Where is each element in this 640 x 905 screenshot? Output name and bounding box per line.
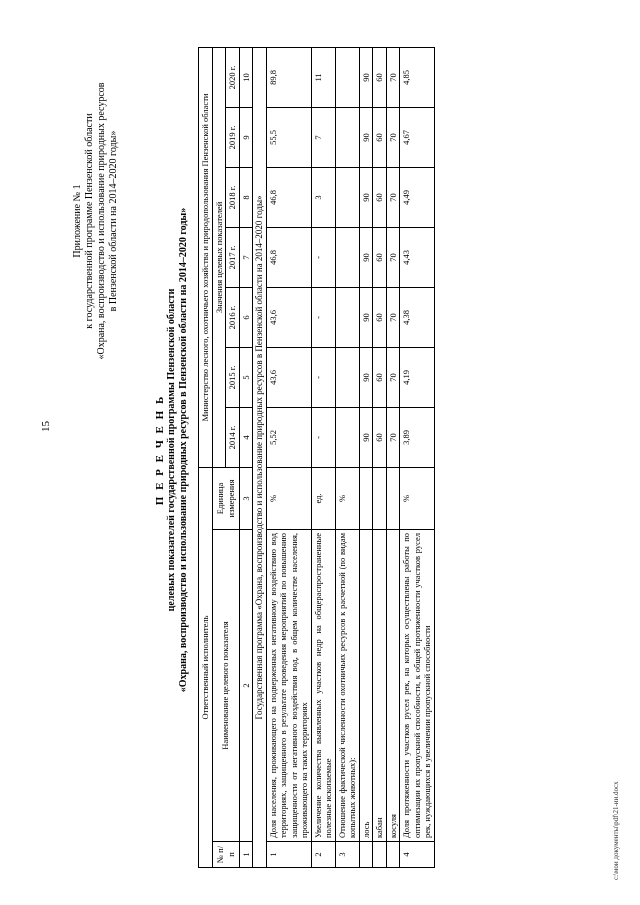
value-cell: 90: [359, 347, 373, 407]
file-path-footer: c:\мои документы\pdf\21-ии.docx: [612, 781, 620, 880]
value-cell: 4,85: [400, 47, 435, 107]
table-row: [335, 47, 359, 867]
year-header: 2014 г.: [226, 407, 240, 467]
value-cell: 4,43: [400, 227, 435, 287]
row-number-cell: [386, 842, 400, 868]
document-title: [154, 20, 190, 880]
table-row: [386, 47, 400, 867]
indicator-name-cell: кабан: [373, 530, 387, 842]
column-number: 8: [239, 167, 253, 227]
value-cell: 4,49: [400, 167, 435, 227]
value-cell: 3,89: [400, 407, 435, 467]
column-number: 7: [239, 227, 253, 287]
header-name: Наименование целевого показателя: [212, 530, 239, 842]
indicator-name-cell: Отношение фактической численности охотничьих ресурсов к расчетной (по видам копытных животных):: [335, 530, 359, 842]
year-header: 2018 г.: [226, 167, 240, 227]
row-number-cell: 4: [400, 842, 435, 868]
table-row: [311, 47, 335, 867]
title-line: П Е Р Е Ч Е Н Ь: [154, 394, 166, 506]
value-cell: 55,5: [266, 107, 311, 167]
value-cell: 70: [386, 287, 400, 347]
unit-cell: [386, 467, 400, 529]
value-cell: [335, 47, 359, 107]
page-number: 15: [40, 421, 52, 432]
value-cell: 60: [373, 167, 387, 227]
table-row: [373, 47, 387, 867]
indicator-name-cell: косуля: [386, 530, 400, 842]
row-number-cell: 2: [311, 842, 335, 868]
unit-cell: [359, 467, 373, 529]
value-cell: [335, 287, 359, 347]
indicator-name-cell: лось: [359, 530, 373, 842]
title-line: целевых показателей государственной программы Пензенской области: [166, 288, 177, 612]
column-number: 4: [239, 407, 253, 467]
value-cell: -: [311, 227, 335, 287]
indicator-name-cell: Доля протяженности участков русел рек, на которых осуществлены работы по оптимизации их пропускной способности, к общей протяженности участков русел рек, нуждающихся в увеличении пропускной способности: [400, 530, 435, 842]
unit-cell: %: [266, 467, 311, 529]
value-cell: -: [311, 347, 335, 407]
value-cell: 3: [311, 167, 335, 227]
unit-cell: [373, 467, 387, 529]
value-cell: 11: [311, 47, 335, 107]
row-number-cell: 1: [266, 842, 311, 868]
row-number-cell: [359, 842, 373, 868]
year-header: 2017 г.: [226, 227, 240, 287]
value-cell: 43,6: [266, 347, 311, 407]
header-unit: Единица измерения: [212, 467, 239, 529]
indicator-name-cell: Увеличение количества выявленных участков недр на общераспространенные полезные ископаемые: [311, 530, 335, 842]
appendix-line: в Пензенской области на 2014–2020 годы»: [108, 130, 119, 312]
value-cell: 90: [359, 227, 373, 287]
column-number: 9: [239, 107, 253, 167]
value-cell: 43,6: [266, 287, 311, 347]
table-row: [400, 47, 435, 867]
value-cell: 89,8: [266, 47, 311, 107]
value-cell: 90: [359, 47, 373, 107]
value-cell: -: [311, 407, 335, 467]
value-cell: 4,19: [400, 347, 435, 407]
year-header: 2020 г.: [226, 47, 240, 107]
value-cell: 46,8: [266, 227, 311, 287]
value-cell: 90: [359, 167, 373, 227]
value-cell: 70: [386, 407, 400, 467]
value-cell: 70: [386, 347, 400, 407]
column-number: 3: [239, 467, 253, 529]
value-cell: 60: [373, 227, 387, 287]
column-number: 1: [239, 842, 253, 868]
row-number-cell: [373, 842, 387, 868]
value-cell: 70: [386, 107, 400, 167]
unit-cell: %: [335, 467, 359, 529]
year-header: 2019 г.: [226, 107, 240, 167]
value-cell: 60: [373, 347, 387, 407]
value-cell: 60: [373, 407, 387, 467]
value-cell: [335, 107, 359, 167]
value-cell: [335, 167, 359, 227]
value-cell: 90: [359, 407, 373, 467]
document-sheet: [68, 20, 608, 880]
unit-cell: ед.: [311, 467, 335, 529]
value-cell: [335, 347, 359, 407]
table-row: [266, 47, 311, 867]
indicator-name-cell: Доля населения, проживающего на подверженных негативному воздействию вод территориях, защищенного в результате проведения мероприятий по повышению защищенности от негативного воздействия вод, в общем количестве населения, проживающего на таких территориях: [266, 530, 311, 842]
year-header: 2016 г.: [226, 287, 240, 347]
appendix-line: к государственной программе Пензенской области: [84, 113, 95, 329]
year-header: 2015 г.: [226, 347, 240, 407]
value-cell: 60: [373, 47, 387, 107]
value-cell: [335, 407, 359, 467]
value-cell: 4,38: [400, 287, 435, 347]
value-cell: [335, 227, 359, 287]
value-cell: 70: [386, 167, 400, 227]
value-cell: 60: [373, 107, 387, 167]
title-line: «Охрана, воспроизводство и использование природных ресурсов в Пензенской области на 2014–2020 годы»: [178, 207, 189, 693]
value-cell: 4,67: [400, 107, 435, 167]
appendix-line: Приложение № 1: [72, 184, 83, 258]
responsible-value: Министерство лесного, охотничьего хозяйства и природопользования Пензенской области: [199, 47, 213, 467]
value-cell: 70: [386, 47, 400, 107]
row-number-cell: 3: [335, 842, 359, 868]
unit-cell: %: [400, 467, 435, 529]
column-number: 10: [239, 47, 253, 107]
value-cell: 7: [311, 107, 335, 167]
column-number: 6: [239, 287, 253, 347]
column-number: 2: [239, 530, 253, 842]
header-num: № п/п: [212, 842, 239, 868]
value-cell: 46,8: [266, 167, 311, 227]
responsible-label: Ответственный исполнитель: [199, 467, 213, 867]
indicators-table: [198, 47, 435, 868]
table-row: [359, 47, 373, 867]
value-cell: 90: [359, 107, 373, 167]
column-number-row: [239, 47, 253, 867]
indicator-rows: [266, 47, 434, 867]
appendix-line: «Охрана, воспроизводство и использование природных ресурсов: [96, 82, 107, 360]
value-cell: 60: [373, 287, 387, 347]
appendix-header: [72, 26, 120, 416]
value-cell: 70: [386, 227, 400, 287]
column-number: 5: [239, 347, 253, 407]
header-values: Значения целевых показателей: [212, 47, 226, 467]
value-cell: 5,52: [266, 407, 311, 467]
value-cell: 90: [359, 287, 373, 347]
value-cell: -: [311, 287, 335, 347]
program-title-row: Государственная программа «Охрана, воспроизводство и использование природных ресурсов в Пензенской области на 2014–2020 годы»: [253, 47, 267, 867]
